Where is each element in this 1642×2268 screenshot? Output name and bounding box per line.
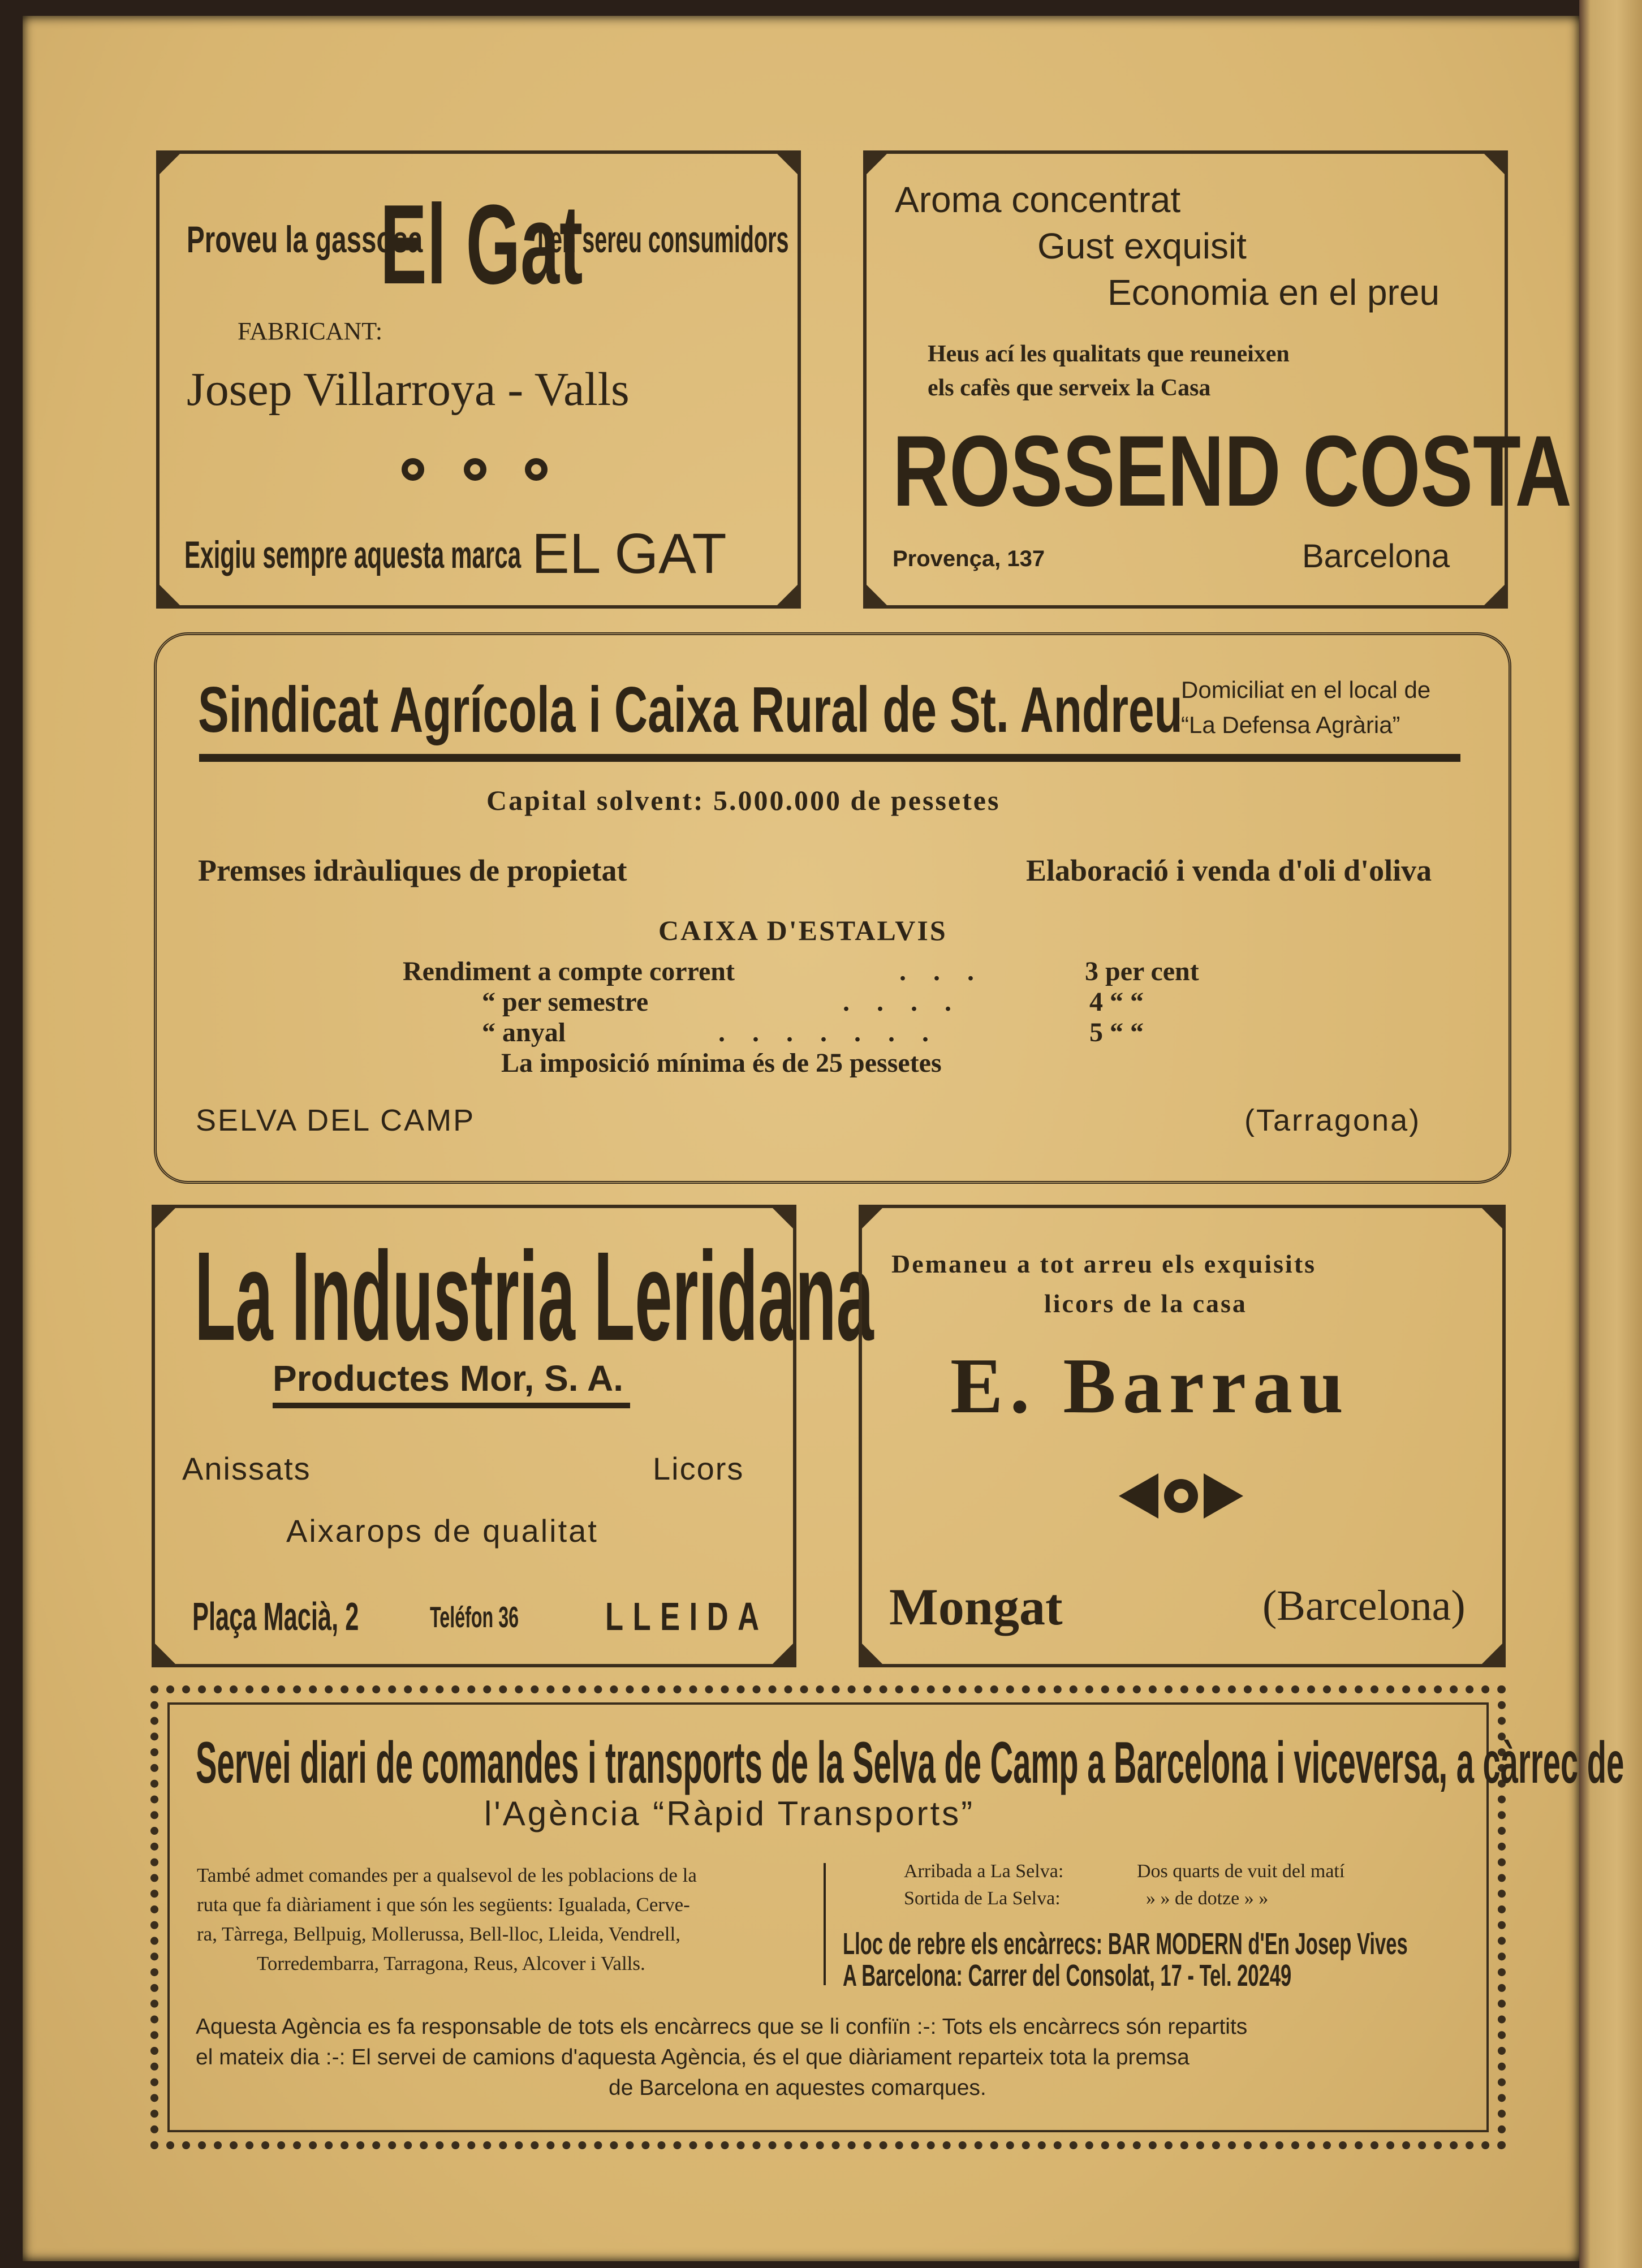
- transports-departure-label: Sortida de La Selva:: [904, 1888, 1061, 1909]
- ornament-circle-3: [525, 458, 548, 481]
- ornament-circle-2: [464, 458, 486, 481]
- gat-prefix: Proveu la gassosa: [187, 218, 423, 260]
- barrau-name: E. Barrau: [950, 1342, 1350, 1430]
- rate-value-3: 5 “ “: [1089, 1017, 1144, 1047]
- rate-label-1: Rendiment a compte corrent: [403, 956, 735, 986]
- rate-value-1: 3 per cent: [1085, 956, 1199, 986]
- sindicat-place: SELVA DEL CAMP: [196, 1103, 476, 1137]
- ornament-circle-1: [402, 458, 424, 481]
- leridana-company: Productes Mor, S. A.: [273, 1358, 623, 1399]
- sindicat-domicile1: Domiciliat en el local de: [1181, 676, 1431, 703]
- sindicat-domicile2: “La Defensa Agrària”: [1181, 712, 1400, 738]
- sindicat-right-service: Elaboració i venda d'oli d'oliva: [1026, 853, 1432, 887]
- transports-footer-3: de Barcelona en aquestes comarques.: [609, 2076, 986, 2100]
- gat-footer-prefix: Exigiu sempre aquesta marca: [184, 533, 522, 576]
- costa-city: Barcelona: [1302, 538, 1450, 575]
- leridana-company-underline: [273, 1403, 630, 1408]
- rate-dots-2: . . . .: [843, 987, 962, 1017]
- transports-title: Servei diari de comandes i transports de la Selva de Camp a Barcelona i viceversa, a càrrec de: [196, 1730, 1624, 1796]
- leridana-name: La Industria Leridana: [195, 1226, 874, 1367]
- sindicat-minimum: La imposició mínima és de 25 pessetes: [501, 1048, 942, 1078]
- transports-barcelona: A Barcelona: Carrer del Consolat, 17 - Tel. 20249: [843, 1959, 1292, 1993]
- transports-departure-value: » » de dotze » »: [1146, 1888, 1269, 1909]
- leridana-middle: Aixarops de qualitat: [286, 1513, 598, 1549]
- costa-name: ROSSEND COSTA: [893, 415, 1572, 527]
- transports-left-line-1: També admet comandes per a qualsevol de les poblacions de la: [197, 1864, 697, 1886]
- costa-line3: Economia en el preu: [1107, 272, 1440, 313]
- gat-maker-label: FABRICANT:: [238, 317, 383, 345]
- rate-value-2: 4 “ “: [1089, 987, 1144, 1017]
- transports-footer-2: el mateix dia :-: El servei de camions d'aquesta Agència, és el que diàriament reparteix tota la premsa: [196, 2045, 1190, 2069]
- transports-left-line-4: Torredembarra, Tarragona, Reus, Alcover i Valls.: [257, 1952, 645, 1974]
- gat-maker: Josep Villarroya - Valls: [187, 363, 630, 416]
- transports-arrival-value: Dos quarts de vuit del matí: [1137, 1861, 1345, 1882]
- costa-desc2: els cafès que serveix la Casa: [928, 375, 1211, 401]
- rate-dots-1: . . .: [899, 956, 984, 986]
- transports-column-divider: [824, 1863, 826, 1985]
- sindicat-title: Sindicat Agrícola i Caixa Rural de St. Andreu: [198, 674, 1183, 746]
- leridana-city: LLEIDA: [605, 1594, 769, 1639]
- barrau-line2: licors de la casa: [1044, 1289, 1247, 1318]
- gat-suffix: i en sereu consumidors: [537, 218, 789, 260]
- leridana-address: Plaça Macià, 2: [192, 1594, 359, 1639]
- gat-footer-brand: EL GAT: [532, 522, 727, 585]
- transports-agency: l'Agència “Ràpid Transports”: [484, 1795, 975, 1832]
- barrau-place: Mongat: [889, 1578, 1063, 1636]
- gat-brand: El Gat: [380, 182, 583, 308]
- leridana-left: Anissats: [182, 1451, 311, 1486]
- leridana-right: Licors: [653, 1451, 744, 1486]
- costa-address: Provença, 137: [893, 546, 1045, 571]
- transports-left-line-2: ruta que fa diàriament i que són les següents: Igualada, Cerve-: [197, 1894, 690, 1916]
- transports-pickup: Lloc de rebre els encàrrecs: BAR MODERN d'En Josep Vives: [843, 1927, 1408, 1961]
- rate-label-2: “ per semestre: [482, 987, 649, 1017]
- sindicat-capital: Capital solvent: 5.000.000 de pessetes: [486, 784, 1001, 816]
- transports-arrival-label: Arribada a La Selva:: [904, 1861, 1064, 1882]
- sindicat-savings-title: CAIXA D'ESTALVIS: [658, 915, 947, 946]
- diamond-ornament-icon: [1119, 1471, 1243, 1521]
- book-gutter: [1579, 0, 1642, 2268]
- transports-footer-1: Aquesta Agència es fa responsable de tots els encàrrecs que se li confiïn :-: Tots els encàrrecs són repartits: [196, 2015, 1248, 2039]
- rate-label-3: “ anyal: [482, 1017, 566, 1047]
- costa-desc1: Heus ací les qualitats que reuneixen: [928, 341, 1290, 367]
- transports-left-line-3: ra, Tàrrega, Bellpuig, Mollerussa, Bell-lloc, Lleida, Vendrell,: [197, 1923, 680, 1945]
- costa-line1: Aroma concentrat: [895, 179, 1181, 220]
- sindicat-left-service: Premses idràuliques de propietat: [198, 853, 627, 887]
- sindicat-province: (Tarragona): [1244, 1103, 1421, 1137]
- sindicat-title-underline: [199, 754, 1460, 762]
- barrau-line1: Demaneu a tot arreu els exquisits: [891, 1249, 1317, 1278]
- leridana-phone: Teléfon 36: [430, 1601, 519, 1634]
- rate-dots-3: . . . . . . .: [718, 1017, 939, 1047]
- barrau-province: (Barcelona): [1262, 1582, 1466, 1629]
- costa-line2: Gust exquisit: [1037, 226, 1247, 266]
